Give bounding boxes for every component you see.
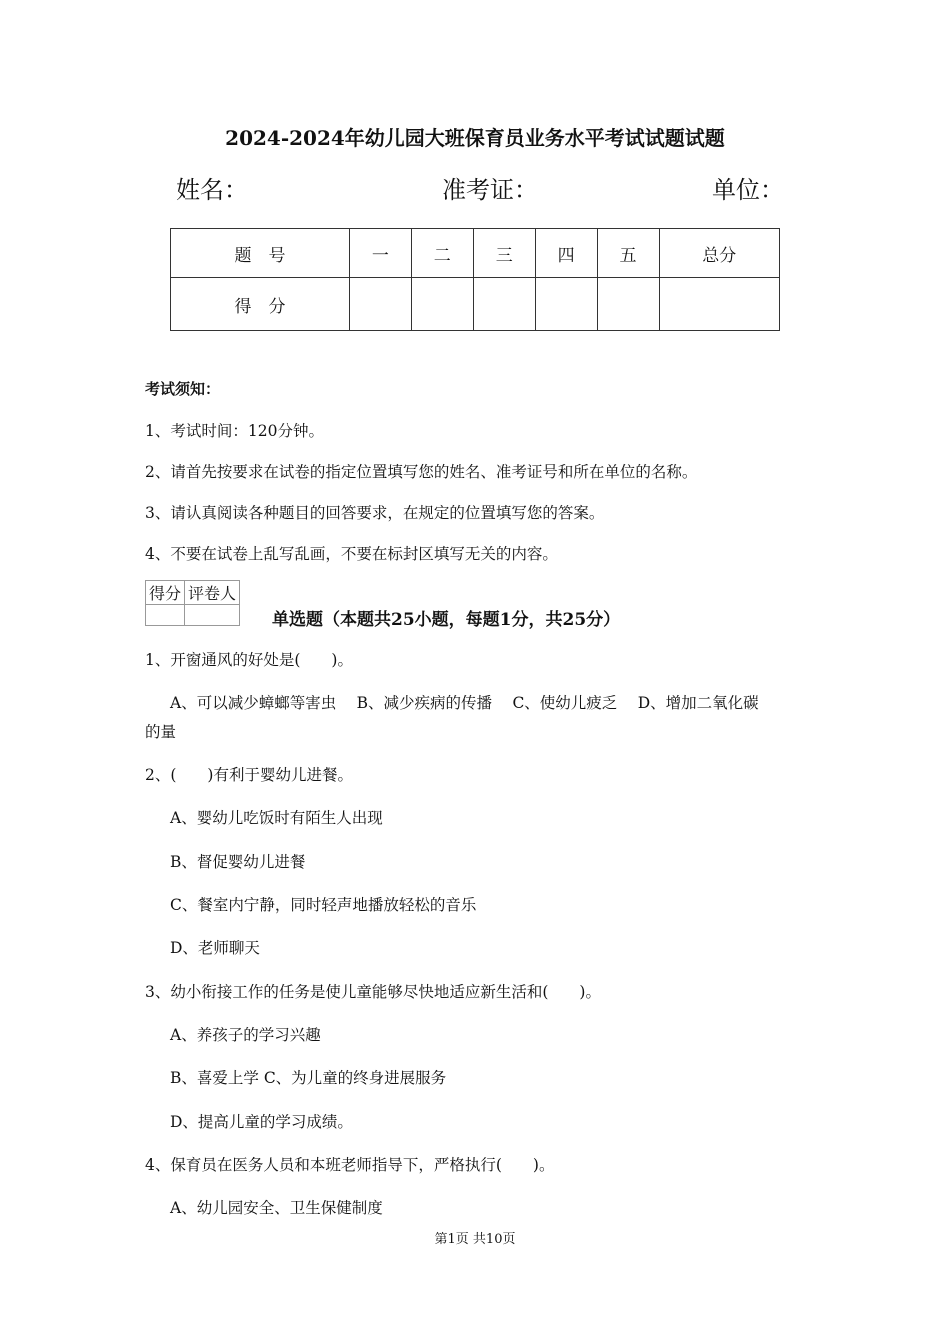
score-table-header-cell: 三 <box>473 229 535 278</box>
exam-id-field-label: 准考证： <box>442 176 538 204</box>
question-options-continued: 的量 <box>145 723 177 741</box>
grader-box-score-cell <box>146 605 185 626</box>
question-stem: 1、开窗通风的好处是( )。 <box>145 651 353 669</box>
score-table-header-cell: 四 <box>535 229 597 278</box>
score-table-header-cell: 二 <box>411 229 473 278</box>
score-table-header-row <box>171 229 780 278</box>
score-cell <box>535 278 597 331</box>
notice-item: 1、考试时间：120分钟。 <box>145 422 324 440</box>
question-option: C、餐室内宁静，同时轻声地播放轻松的音乐 <box>170 896 477 914</box>
score-table-row-label: 得 分 <box>171 278 350 331</box>
score-table-header-cell: 一 <box>349 229 411 278</box>
grader-box-grader-label: 评卷人 <box>185 581 240 605</box>
page-footer: 第1页 共10页 <box>434 1232 516 1247</box>
score-table-header-cell: 总分 <box>659 229 779 278</box>
question-option: D、提高儿童的学习成绩。 <box>170 1113 353 1131</box>
section-title: 单选题（本题共25小题，每题1分，共25分） <box>272 610 621 630</box>
notice-item: 4、不要在试卷上乱写乱画，不要在标封区填写无关的内容。 <box>145 545 558 563</box>
notice-item: 2、请首先按要求在试卷的指定位置填写您的姓名、准考证号和所在单位的名称。 <box>145 463 698 481</box>
grader-box-grader-cell <box>185 605 240 626</box>
question-stem: 4、保育员在医务人员和本班老师指导下，严格执行( )。 <box>145 1156 555 1174</box>
question-option: B、督促婴幼儿进餐 <box>170 853 306 871</box>
question-stem: 2、( )有利于婴幼儿进餐。 <box>145 766 353 784</box>
unit-field-label: 单位： <box>712 176 784 204</box>
grader-box-score-label: 得分 <box>146 581 185 605</box>
notice-heading: 考试须知： <box>145 380 221 398</box>
score-cell <box>659 278 779 331</box>
question-options: A、可以减少蟑螂等害虫 B、减少疾病的传播 C、使幼儿疲乏 D、增加二氧化碳 <box>170 694 759 712</box>
document-title: 2024-2024年幼儿园大班保育员业务水平考试试题试题 <box>225 126 725 150</box>
score-table-header-cell: 五 <box>597 229 659 278</box>
score-table-score-row <box>171 278 780 331</box>
name-field-label: 姓名： <box>176 176 248 204</box>
question-option: A、幼儿园安全、卫生保健制度 <box>170 1199 383 1217</box>
question-option: B、喜爱上学 C、为儿童的终身进展服务 <box>170 1069 447 1087</box>
score-table-header-cell: 题 号 <box>171 229 350 278</box>
notice-item: 3、请认真阅读各种题目的回答要求，在规定的位置填写您的答案。 <box>145 504 605 522</box>
score-cell <box>349 278 411 331</box>
question-stem: 3、幼小衔接工作的任务是使儿童能够尽快地适应新生活和( )。 <box>145 983 601 1001</box>
question-option: A、养孩子的学习兴趣 <box>170 1026 321 1044</box>
question-option: A、婴幼儿吃饭时有陌生人出现 <box>170 809 383 827</box>
question-option: D、老师聊天 <box>170 939 260 957</box>
score-table <box>170 228 780 331</box>
score-cell <box>597 278 659 331</box>
score-cell <box>411 278 473 331</box>
grader-box <box>145 580 240 626</box>
score-cell <box>473 278 535 331</box>
